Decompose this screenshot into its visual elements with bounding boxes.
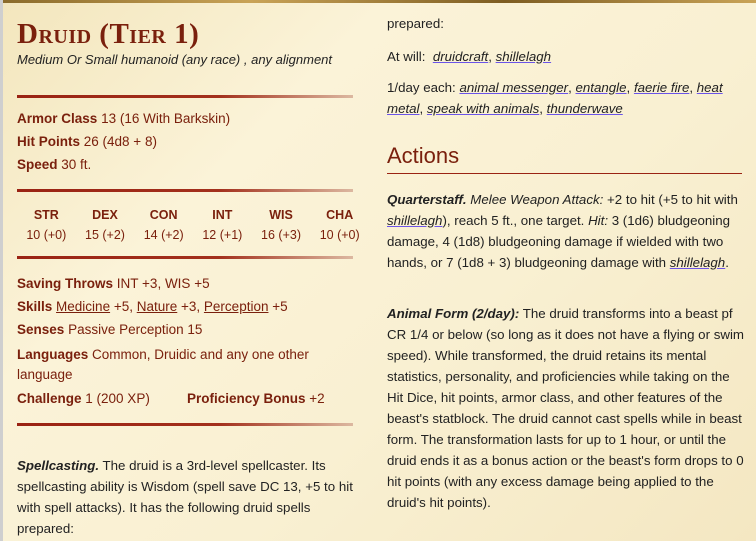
ability-name: DEX xyxy=(92,208,118,222)
label: Armor Class xyxy=(17,111,98,126)
label: Languages xyxy=(17,347,89,362)
saving-throws xyxy=(17,276,210,291)
ability-name: CON xyxy=(149,208,178,222)
spell-link[interactable]: shillelagh xyxy=(495,49,552,64)
value: 26 (4d8 + 8) xyxy=(83,134,157,149)
top-border xyxy=(0,0,756,3)
label: 1/day each: xyxy=(387,80,456,95)
actions-divider xyxy=(387,173,742,174)
ability-value: 14 (+2) xyxy=(143,228,184,242)
label: Senses xyxy=(17,322,65,337)
ability-value: 10 (+0) xyxy=(319,228,360,242)
action-name: Animal Form (2/day): xyxy=(387,306,520,321)
divider xyxy=(17,189,353,192)
hit-points xyxy=(17,134,157,149)
ability-name: INT xyxy=(212,208,233,222)
skill-bonus: +5 xyxy=(268,299,288,314)
trait-name: Spellcasting. xyxy=(17,458,100,473)
spell-link[interactable]: heat metal xyxy=(387,80,723,116)
text: . xyxy=(725,255,729,270)
creature-type: Medium Or Small humanoid (any race) , any alignment xyxy=(17,52,333,67)
text: ), reach 5 ft., one target. xyxy=(442,213,589,228)
text: +2 to hit (+5 to hit with xyxy=(607,192,738,207)
text: 3 (1d6) bludgeoning damage, 4 (1d8) bludgeoning damage if wielded with two hands, or 7 (1d8 + 3) bludgeoning damage with xyxy=(387,213,731,270)
trait-text: The druid is a 3rd-level spellcaster. Its spellcasting ability is Wisdom (spell save DC 13, +5 to hit with spell attacks). It has the following druid spells prepared: xyxy=(17,458,353,536)
at-will-spells: At will: druidcraft, shillelagh xyxy=(387,49,552,64)
divider xyxy=(17,95,353,98)
label: Hit Points xyxy=(17,134,80,149)
spell-link[interactable]: shillelagh xyxy=(669,255,726,270)
spell-link[interactable]: faerie fire xyxy=(633,80,690,95)
daily-spells: 1/day each: animal messenger, entangle, faerie fire, heat metal, speak with animals, thunderwave xyxy=(387,80,723,116)
ability-con xyxy=(134,208,193,242)
actions-header: Actions xyxy=(387,143,460,168)
value: 30 ft. xyxy=(61,157,92,172)
languages xyxy=(17,345,353,385)
label: At will: xyxy=(387,49,426,64)
value: +2 xyxy=(309,391,325,406)
ability-value: 15 (+2) xyxy=(85,228,125,242)
hit-label: Hit: xyxy=(588,213,609,228)
action-text: The druid transforms into a beast pf CR 1/4 or below (so long as it does not have a flying or swim speed). While transformed, the druid retains its mental statistics, personality, and proficiencies while taking on the Hit Dice, hit points, armor class, and other features of the beast's statblock. The druid cannot cast spells while in beast form. The transformation lasts for up to 1 hour, or until the druid ends it as a bonus action or the beast's form drops to 0 hit points (with any excess damage being applied to the druid's hit points). xyxy=(387,306,744,510)
label: Challenge xyxy=(17,391,82,406)
value: Passive Perception 15 xyxy=(68,322,203,337)
left-edge xyxy=(0,0,3,541)
spell-link[interactable]: shillelagh xyxy=(387,213,443,228)
spell-link[interactable]: entangle xyxy=(575,80,627,95)
label: Saving Throws xyxy=(17,276,114,291)
speed xyxy=(17,157,91,172)
label: Speed xyxy=(17,157,58,172)
label: Proficiency Bonus xyxy=(187,391,306,406)
senses xyxy=(17,322,202,337)
skill-bonus: +3, xyxy=(177,299,204,314)
ability-name: CHA xyxy=(326,208,354,222)
divider xyxy=(17,423,353,426)
ability-dex xyxy=(76,208,135,242)
skills xyxy=(17,299,288,314)
ability-value: 12 (+1) xyxy=(202,228,243,242)
action-name: Quarterstaff. xyxy=(387,192,467,207)
spellcasting-trait xyxy=(17,455,362,539)
challenge xyxy=(17,391,150,406)
creature-name: Druid (Tier 1) xyxy=(17,18,200,50)
action-animal-form xyxy=(387,303,749,513)
ability-scores xyxy=(17,208,369,242)
value: 1 (200 XP) xyxy=(85,391,150,406)
label: Skills xyxy=(17,299,53,314)
proficiency-bonus xyxy=(187,391,325,406)
spell-link[interactable]: thunderwave xyxy=(546,101,623,116)
value: 13 (16 With Barkskin) xyxy=(101,111,231,126)
ability-name: WIS xyxy=(269,208,293,222)
value: Common, Druidic and any one other language xyxy=(17,347,309,382)
armor-class xyxy=(17,111,230,126)
action-quarterstaff xyxy=(387,189,749,273)
spellcasting-continued: prepared: xyxy=(387,16,444,31)
ability-value: 10 (+0) xyxy=(26,228,67,242)
skill-link-perception[interactable]: Perception xyxy=(203,299,269,314)
spell-link[interactable]: speak with animals xyxy=(426,101,540,116)
skill-link-nature[interactable]: Nature xyxy=(136,299,178,314)
skill-link-medicine[interactable]: Medicine xyxy=(56,299,111,314)
skill-bonus: +5, xyxy=(110,299,137,314)
spell-link[interactable]: animal messenger xyxy=(459,80,569,95)
attack-type: Melee Weapon Attack: xyxy=(470,192,604,207)
spell-link[interactable]: druidcraft xyxy=(432,49,489,64)
divider xyxy=(17,256,353,259)
value: INT +3, WIS +5 xyxy=(116,276,210,291)
ability-wis xyxy=(252,208,311,242)
ability-value: 16 (+3) xyxy=(261,228,301,242)
ability-cha xyxy=(310,208,369,242)
ability-name: STR xyxy=(33,208,59,222)
ability-str xyxy=(17,208,76,242)
ability-int xyxy=(193,208,252,242)
